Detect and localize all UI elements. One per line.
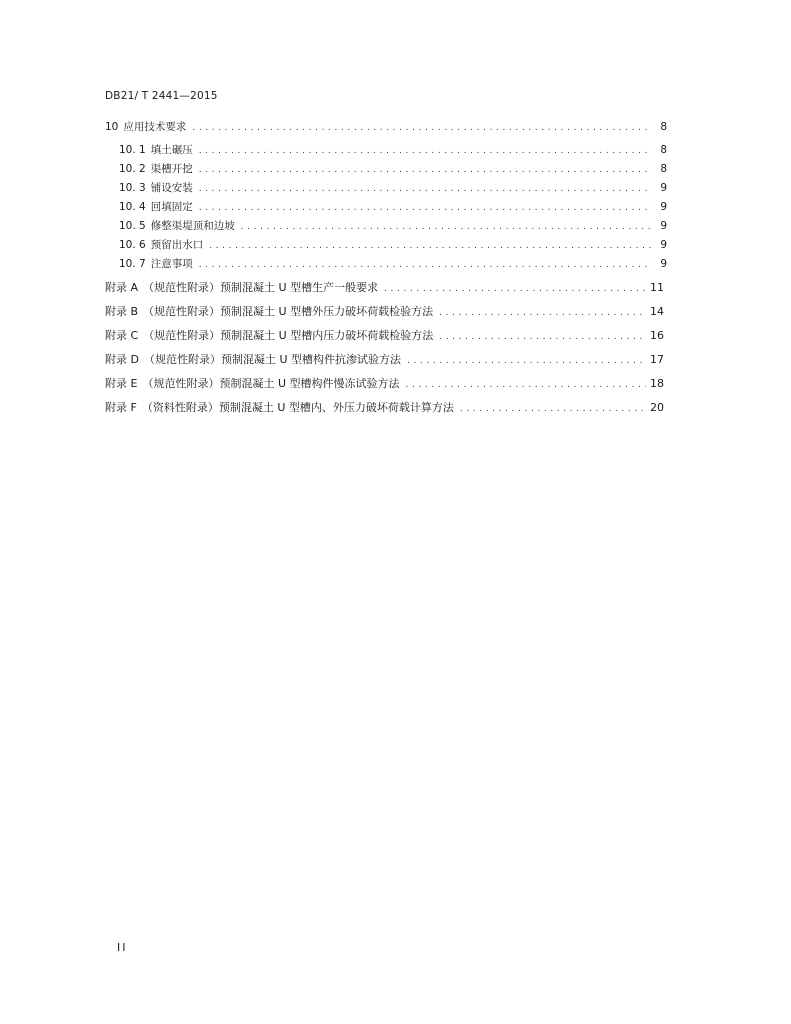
toc-entry-label (119, 255, 193, 273)
toc-entry-number: 附录 B (105, 305, 139, 318)
toc-entry-label (105, 303, 433, 321)
toc-entry[interactable] (105, 179, 667, 197)
document-code: DB21/ T 2441—2015 (105, 90, 218, 102)
dot-leader (460, 400, 646, 418)
toc-entry-number: 附录 C (105, 329, 139, 342)
toc-entry[interactable] (105, 198, 667, 216)
toc-entry-number: 10. 7 (119, 258, 146, 270)
toc-entry-title: 预留出水口 (150, 239, 204, 251)
toc-entry-label (119, 236, 203, 254)
toc-entry-page: 20 (650, 401, 664, 414)
toc-entry-number: 附录 D (105, 353, 139, 366)
toc-entry[interactable] (105, 351, 664, 369)
toc-entry-title: 修整渠堤顶和边坡 (150, 220, 235, 232)
toc-entry[interactable] (105, 255, 667, 273)
toc-entry-page: 11 (650, 281, 664, 294)
toc-entry-page: 9 (660, 182, 667, 194)
toc-entry-label (105, 375, 400, 393)
toc-entry-label (119, 160, 193, 178)
toc-entry-page: 17 (650, 353, 664, 366)
toc-entry-title: 回填固定 (150, 201, 193, 213)
toc-entry-title: （规范性附录）预制混凝土 U 型槽内压力破坏荷载检验方法 (143, 329, 434, 342)
dot-leader (384, 280, 646, 298)
toc-entry[interactable] (105, 118, 667, 136)
dot-leader (192, 119, 651, 137)
toc-entry-page: 8 (660, 144, 667, 156)
dot-leader (209, 237, 651, 255)
toc-entry-title: （规范性附录）预制混凝土 U 型槽外压力破坏荷载检验方法 (143, 305, 434, 318)
toc-entry-page: 8 (660, 121, 667, 133)
page-number-roman: II (117, 941, 128, 954)
toc-entry-number: 10 (105, 121, 119, 133)
toc-entry-number: 附录 E (105, 377, 138, 390)
toc-entry[interactable] (105, 279, 664, 297)
dot-leader (199, 256, 651, 274)
toc-entry-page: 16 (650, 329, 664, 342)
toc-entry-number: 10. 1 (119, 144, 146, 156)
toc-entry-number: 10. 4 (119, 201, 146, 213)
toc-entry[interactable] (105, 236, 667, 254)
toc-entry-label (105, 327, 433, 345)
dot-leader (439, 328, 646, 346)
toc-entry-label (105, 351, 401, 369)
toc-entry[interactable] (105, 217, 667, 235)
dot-leader (241, 218, 651, 236)
dot-leader (439, 304, 646, 322)
toc-entry-label (105, 399, 454, 417)
toc-entry-title: 注意事项 (150, 258, 193, 270)
dot-leader (199, 142, 651, 160)
toc-entry[interactable] (105, 303, 664, 321)
toc-entry-title: 填土碾压 (150, 144, 193, 156)
toc-entry-title: （规范性附录）预制混凝土 U 型槽构件抗渗试验方法 (143, 353, 402, 366)
toc-entry-page: 9 (660, 239, 667, 251)
toc-entry-page: 8 (660, 163, 667, 175)
toc-entry-number: 10. 3 (119, 182, 146, 194)
dot-leader (406, 376, 647, 394)
toc-entry-page: 14 (650, 305, 664, 318)
dot-leader (199, 199, 651, 217)
toc-entry-page: 18 (650, 377, 664, 390)
toc-entry-title: （资料性附录）预制混凝土 U 型槽内、外压力破坏荷载计算方法 (141, 401, 454, 414)
toc-entry-label (105, 279, 378, 297)
dot-leader (199, 180, 651, 198)
toc-entry-label (119, 198, 193, 216)
toc-entry-label (119, 141, 193, 159)
toc-entry-title: （规范性附录）预制混凝土 U 型槽构件慢冻试验方法 (142, 377, 400, 390)
toc-entry[interactable] (105, 141, 667, 159)
toc-entry-number: 附录 A (105, 281, 139, 294)
toc-entry-number: 附录 F (105, 401, 137, 414)
toc-entry-number: 10. 2 (119, 163, 146, 175)
toc-entry-number: 10. 5 (119, 220, 146, 232)
toc-entry-label (105, 118, 186, 136)
toc-entry-title: 铺设安装 (150, 182, 193, 194)
toc-entry-label (119, 217, 235, 235)
toc-entry[interactable] (105, 375, 664, 393)
toc-entry-label (119, 179, 193, 197)
toc-entry-title: 应用技术要求 (123, 121, 187, 133)
toc-entry-number: 10. 6 (119, 239, 146, 251)
toc-entry-page: 9 (660, 201, 667, 213)
dot-leader (407, 352, 646, 370)
toc-entry[interactable] (105, 327, 664, 345)
toc-entry-title: （规范性附录）预制混凝土 U 型槽生产一般要求 (143, 281, 379, 294)
dot-leader (199, 161, 651, 179)
toc-entry-page: 9 (660, 220, 667, 232)
toc-entry-title: 渠槽开挖 (150, 163, 193, 175)
toc-entry[interactable] (105, 399, 664, 417)
toc-entry[interactable] (105, 160, 667, 178)
toc-entry-page: 9 (660, 258, 667, 270)
